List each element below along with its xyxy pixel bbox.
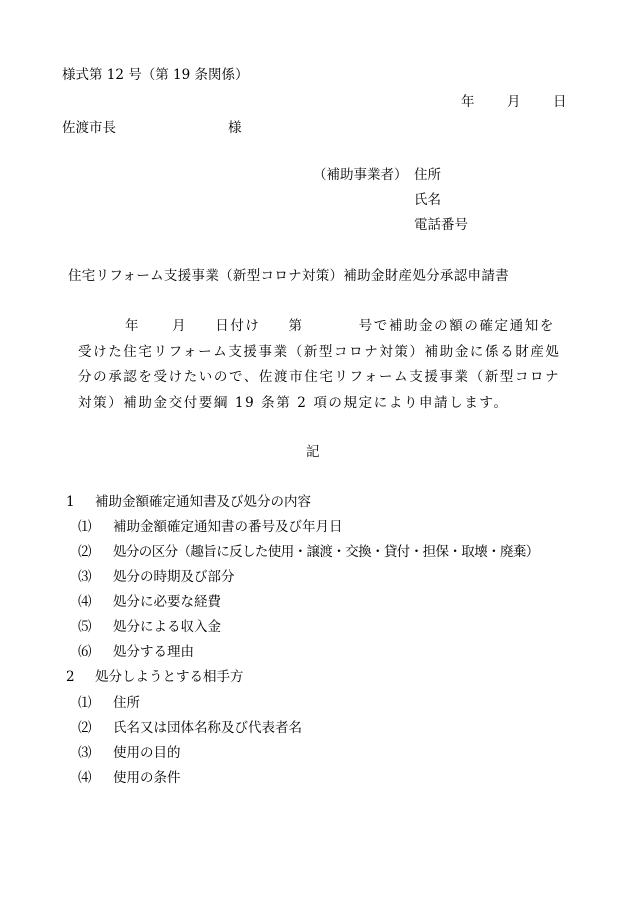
section-1-item-1-num: ⑴ [78, 519, 92, 535]
section-1-item-2-text: 処分の区分（趣旨に反した使用・譲渡・交換・貸付・担保・取壊・廃棄） [113, 544, 539, 560]
applicant-label: （補助事業者） [313, 167, 408, 183]
ki-heading: 記 [306, 444, 320, 460]
form-number: 様式第 12 号（第 19 条関係） [62, 67, 249, 83]
section-1-item-5-num: ⑸ [78, 619, 92, 635]
body-dai-label: 第 [288, 318, 304, 334]
body-year-label: 年 [125, 318, 141, 334]
section-2-title: 処分しようとする相手方 [95, 669, 244, 685]
section-1-item-4-num: ⑷ [78, 594, 92, 610]
section-1-item-6-num: ⑹ [78, 644, 92, 660]
body-line-2: 受けた住宅リフォーム支援事業（新型コロナ対策）補助金に係る財産処 [78, 344, 561, 360]
body-line-3: 分の承認を受けたいので、佐渡市住宅リフォーム支援事業（新型コロナ [78, 369, 561, 385]
applicant-address-label: 住所 [414, 167, 441, 183]
body-month-label: 月 [172, 318, 188, 334]
section-1-item-2-num: ⑵ [78, 544, 92, 560]
section-1-item-1-text: 補助金額確定通知書の番号及び年月日 [113, 519, 343, 535]
section-2-item-3-text: 使用の目的 [113, 745, 181, 761]
section-1-number: 1 [66, 494, 75, 510]
document-title: 住宅リフォーム支援事業（新型コロナ対策）補助金財産処分承認申請書 [68, 268, 509, 284]
section-2-item-1-num: ⑴ [78, 695, 92, 711]
section-2-item-4-text: 使用の条件 [113, 770, 181, 786]
section-2-item-3-num: ⑶ [78, 745, 92, 761]
body-line-4: 対策）補助金交付要綱 19 条第 2 項の規定により申請します。 [78, 395, 509, 411]
section-2-number: 2 [66, 669, 75, 685]
date-day-label: 日 [553, 94, 567, 110]
addressee-honorific: 様 [228, 120, 242, 136]
section-2-item-1-text: 住所 [113, 695, 140, 711]
body-line-1 [125, 320, 555, 334]
section-1-item-4-text: 処分に必要な経費 [113, 594, 221, 610]
applicant-name-label: 氏名 [414, 192, 441, 208]
body-line-1-rest: 号で補助金の額の確定通知を [358, 318, 555, 334]
section-2-item-2-text: 氏名又は団体名称及び代表者名 [113, 720, 302, 736]
section-1-item-5-text: 処分による収入金 [113, 619, 221, 635]
section-1-item-3-text: 処分の時期及び部分 [113, 569, 235, 585]
date-month-label: 月 [507, 94, 521, 110]
date-year-label: 年 [461, 94, 475, 110]
applicant-phone-label: 電話番号 [414, 217, 468, 233]
section-1-item-6-text: 処分する理由 [113, 644, 194, 660]
section-1-item-3-num: ⑶ [78, 569, 92, 585]
section-2-item-4-num: ⑷ [78, 770, 92, 786]
body-dated-label: 日付け [215, 318, 261, 334]
section-1-title: 補助金額確定通知書及び処分の内容 [95, 494, 311, 510]
section-2-item-2-num: ⑵ [78, 720, 92, 736]
addressee-name: 佐渡市長 [62, 120, 116, 136]
